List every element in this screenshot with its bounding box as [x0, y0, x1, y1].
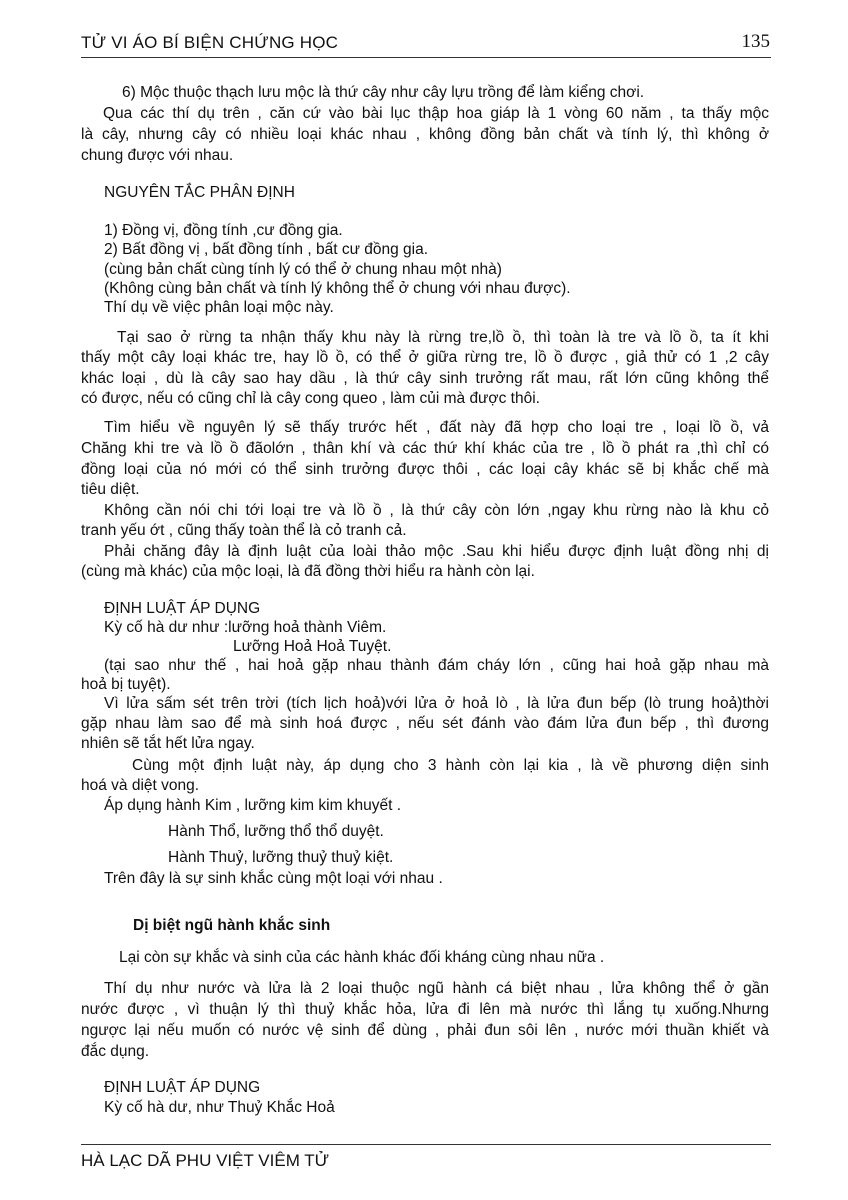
paragraph-line: Lại còn sự khắc và sinh của các hành khác đối kháng cùng nhau nữa .	[119, 949, 605, 966]
paragraph-line: gặp nhau làm sao để mà sinh hoá được , nếu sét đánh vào đám lửa đun bếp , thì đương	[81, 715, 769, 732]
paragraph-line: Qua các thí dụ trên , căn cứ vào bài lục thập hoa giáp là 1 vòng 60 năm , ta thấy mộc	[103, 105, 769, 122]
paragraph-line: Cùng một định luật này, áp dụng cho 3 hành còn lại kia , là về phương diện sinh	[132, 757, 769, 774]
apply-line: Áp dụng hành Kim , lưỡng kim kim khuyết .	[104, 797, 402, 814]
page-number: 135	[741, 31, 770, 52]
paragraph-line: hoá và diệt vong.	[81, 777, 200, 794]
apply-line: Hành Thổ, lưỡng thổ thổ duyệt.	[168, 823, 384, 840]
apply-line: Hành Thuỷ, lưỡng thuỷ thuỷ kiệt.	[168, 849, 394, 866]
paragraph-line: đắc dụng.	[81, 1043, 150, 1060]
law-line: Kỳ cố hà dư, như Thuỷ Khắc Hoả	[104, 1099, 335, 1116]
section-heading: NGUYÊN TẮC PHÂN ĐỊNH	[104, 184, 295, 201]
paragraph-line: hoả bị tuyệt).	[81, 676, 171, 693]
paragraph-line: chung được với nhau.	[81, 147, 234, 164]
paragraph-line: khác loại , dù là cây sao hay dầu , là thứ cây sinh trưởng rất mau, rất lớn cũng không thể	[81, 370, 769, 387]
paragraph-line: là cây, nhưng cây có nhiều loại khác nhau , không đồng bản chất và tính lý, thì không ở	[81, 126, 769, 143]
paragraph-line: nước được , vì thuận lý thì thuỷ khắc hỏa, lửa đi lên mà nước thì lắng tụ xuống.Nhưng	[81, 1001, 769, 1018]
header-title: TỬ VI ÁO BÍ BIỆN CHỨNG HỌC	[81, 33, 339, 52]
principle-1: 1) Đồng vị, đồng tính ,cư đồng gia.	[104, 222, 343, 239]
list-item-6: 6) Mộc thuộc thạch lưu mộc là thứ cây như cây lựu trồng để làm kiểng chơi.	[122, 84, 645, 101]
law-line: Kỳ cố hà dư như :lưỡng hoả thành Viêm.	[104, 619, 387, 636]
principle-2: 2) Bất đồng vị , bất đồng tính , bất cư đồng gia.	[104, 241, 429, 258]
footer-divider	[81, 1144, 771, 1145]
paragraph-line: Thí dụ như nước và lửa là 2 loại thuộc ngũ hành cá biệt nhau , lửa không thể ở gần	[104, 980, 769, 997]
paragraph-line: Không cần nói chi tới loại tre và lồ ồ , là thứ cây còn lớn ,ngay khu rừng nào là khu cỏ	[104, 502, 769, 519]
paragraph-line: có được, nếu có cũng chỉ là cây cong queo , làm củi mà được thôi.	[81, 390, 540, 407]
paragraph-line: Tại sao ở rừng ta nhận thấy khu này là rừng tre,lồ ồ, thì toàn là tre và lồ ồ, ta ít khi	[117, 329, 769, 346]
example-intro: Thí dụ về việc phân loại mộc này.	[104, 299, 334, 316]
section-heading: ĐỊNH LUẬT ÁP DỤNG	[104, 600, 261, 617]
paragraph-line: (cùng mà khác) của mộc loại, là đã đồng thời hiểu ra hành còn lại.	[81, 563, 535, 580]
paragraph-line: Phải chăng đây là định luật của loài thảo mộc .Sau khi hiểu được định luật đồng nhị dị	[104, 543, 769, 560]
paragraph-line: nhiên sẽ tắt hết lửa ngay.	[81, 735, 255, 752]
note-line: (Không cùng bản chất và tính lý không thể ở chung với nhau được).	[104, 280, 571, 297]
paragraph-line: Tìm hiểu về nguyên lý sẽ thấy trước hết , đất này đã hợp cho loại tre , loại lồ ồ, vả	[104, 419, 769, 436]
paragraph-line: Chăng khi tre và lồ ồ đãolớn , thân khí và các thứ khí khác của tre , lồ ồ phát ra ,thì chỉ có	[81, 440, 769, 457]
section-title: Dị biệt ngũ hành khắc sinh	[133, 917, 331, 934]
paragraph-line: (tại sao như thế , hai hoả gặp nhau thành đám cháy lớn , cũng hai hoả gặp nhau mà	[104, 657, 769, 674]
paragraph-line: đồng loại của nó mới có thể sinh trưởng được thôi , các loại cây khác sẽ bị khắc chế mà	[81, 461, 769, 478]
paragraph-line: ngược lại nếu muốn có nước vệ sinh để dùng , phải đun sôi lên , nước mới thuần khiết và	[81, 1022, 769, 1039]
law-line: Lưỡng Hoả Hoả Tuyệt.	[233, 638, 392, 655]
paragraph-line: tiêu diệt.	[81, 481, 140, 498]
paragraph-line: Vì lửa sấm sét trên trời (tích lịch hoả)với lửa ở hoả lò , là lửa đun bếp (lò trung hoả)thời	[104, 695, 769, 712]
note-line: (cùng bản chất cùng tính lý có thể ở chung nhau một nhà)	[104, 261, 502, 278]
paragraph-line: thấy một cây loại khác tre, hay lồ ồ, có thể ở giữa rừng tre, lồ ồ được , giả thử có 1 ,2 cây	[81, 349, 769, 366]
paragraph-line: tranh yếu ớt , cũng thấy toàn thể là cỏ tranh cả.	[81, 522, 407, 539]
section-heading: ĐỊNH LUẬT ÁP DỤNG	[104, 1079, 261, 1096]
summary-line: Trên đây là sự sinh khắc cùng một loại với nhau .	[104, 870, 443, 887]
header-divider	[81, 57, 771, 58]
footer-author: HÀ LẠC DÃ PHU VIỆT VIÊM TỬ	[81, 1151, 330, 1170]
